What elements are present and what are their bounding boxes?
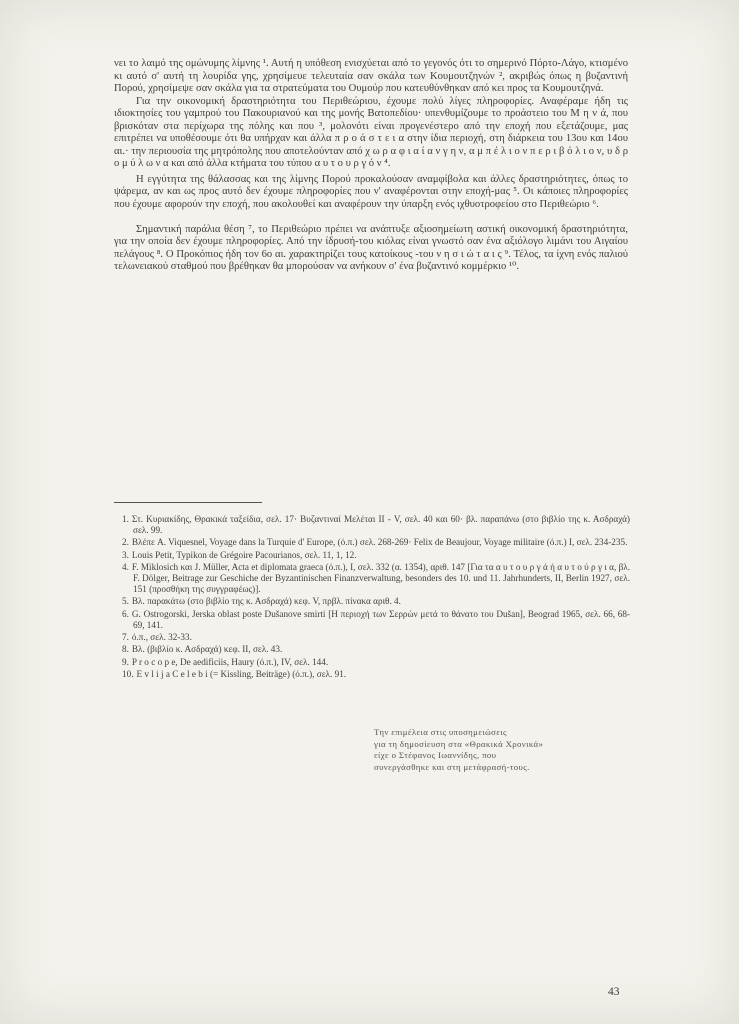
footnote-text: ό.π., σελ. 32-33. bbox=[131, 632, 192, 643]
editorial-note-line: συνεργάσθηκε και στη μετάφρασή-τους. bbox=[374, 761, 530, 772]
body-text-block bbox=[114, 58, 628, 274]
editorial-note-line: είχε ο Στέφανος Ιωαννίδης, που bbox=[374, 750, 497, 761]
footnote-text: G. Ostrogorski, Jerska oblast poste Dušanove smirti [Η περιοχή των Σερρών μετά το θάνατο του Dušan], Beograd 1965, σελ. 66, 68-69, 141. bbox=[131, 608, 630, 630]
body-paragraph: νει το λαιμό της ομώνυμης λίμνης ¹. Αυτή η υπόθεση ενισχύεται από το γεγονός ότι το σημερινό Πόρτο-Λάγο, κτισμένο κι αυτό σ' αυτή τη λουρίδα γης, χρησίμευε τελευταία σαν σκάλα των Κουμουτζηνών ², ακριβώς όπως η βυζαντινή Πορού, χρησίμεψε σαν σκάλα για τα στρατεύματα του Ουμούρ που κατευθύνθηκαν από κει προς τα Κουμουτζηνά. bbox=[114, 58, 628, 95]
footnote-number: 5. bbox=[122, 596, 129, 607]
footnote-number: 7. bbox=[122, 632, 129, 643]
footnote-text: Βλ. (βιβλίο κ. Ασδραχά) κεφ. ΙΙ, σελ. 43. bbox=[131, 644, 283, 655]
body-paragraph: Η εγγύτητα της θάλασσας και της λίμνης Πορού προκαλούσαν αναμφίβολα και άλλες δραστηριότητες, όπως το ψάρεμα, αν και ως προς αυτό δεν έχουμε πληροφορίες που ν' αναφέρονται στην εποχή-μας ⁵. Οι κάποιες πληροφορίες που έχουμε αφορούν την εποχή, που ακολουθεί και αναφέρουν την ύπαρξη ενός ιχθυοτροφείου στο Περιθεώριο ⁶. bbox=[114, 173, 628, 211]
footnote-text: P r o c o p e, De aedificiis, Haury (ό.π.), IV, σελ. 144. bbox=[131, 656, 329, 667]
footnote-item bbox=[114, 644, 630, 655]
footnote-separator bbox=[114, 502, 262, 503]
editorial-note bbox=[374, 727, 642, 773]
footnote-number: 8. bbox=[122, 644, 129, 655]
footnote-text: F. Miklosich και J. Müller, Acta et diplomata graeca (ό.π.), I, σελ. 332 (α. 1354), αριθ. 147 [Για τα α υ τ ο υ ρ γ ά ή α υ τ ο ύ ρ γ ι α, βλ. F. Dölger, Beitrage zur Geschiche der Byzantinischen Finanzverwaltung, besonders des 10. und 11. Jahrhunderts, II, Berlin 1927, σελ. 151 (προσθήκη της συγγραφέως)]. bbox=[131, 562, 630, 594]
footnote-item bbox=[114, 657, 630, 668]
footnote-number: 4. bbox=[122, 562, 129, 573]
footnote-number: 6. bbox=[122, 608, 129, 619]
footnote-number: 1. bbox=[122, 514, 129, 524]
page-number: 43 bbox=[608, 986, 620, 998]
footnotes-section bbox=[114, 502, 630, 682]
footnote-number: 9. bbox=[122, 656, 129, 667]
footnote-item bbox=[114, 596, 630, 607]
footnote-item bbox=[114, 537, 630, 548]
footnote-text: Βλέπε A. Viquesnel, Voyage dans la Turquie d' Europe, (ό.π.) σελ. 268-269· Felix de Beaujour, Voyage militaire (ό.π.) I, σελ. 234-235. bbox=[131, 537, 628, 548]
footnote-number: 3. bbox=[122, 549, 129, 560]
editorial-note-line: για τη δημοσίευση στα «Θρακικά Χρονικά» bbox=[374, 738, 544, 749]
body-paragraph: Σημαντική παράλια θέση ⁷, το Περιθεώριο πρέπει να ανάπτυξε αξιοσημείωτη αστική οικονομική δραστηριότητα, για την οποία δεν έχουμε πληροφορίες. Από την ίδρυσή-του κιόλας είναι γνωστό σαν ένα αξιόλογο λιμάνι του Αιγαίου πελάγους ⁸. Ο Προκόπιος ήδη τον 6ο αι. χαρακτηρίζει τους κατοίκους -του ν η σ ι ώ τ α ι ς ⁹. Τέλος, τα ίχνη ενός παλιού τελωνειακού σταθμού που βρέθηκαν θα μπορούσαν να ανήκουν σ' ένα βυζαντινό κομμέρκιο ¹⁰. bbox=[114, 223, 628, 273]
footnote-item bbox=[114, 609, 630, 631]
footnote-number: 2. bbox=[122, 537, 129, 548]
footnote-item bbox=[114, 669, 630, 680]
footnote-text: Βλ. παρακάτω (στο βιβλίο της κ. Ασδραχά) κεφ. V, πρβλ. πίνακα αριθ. 4. bbox=[131, 596, 401, 607]
footnote-item bbox=[114, 550, 630, 561]
footnote-text: Στ. Κυριακίδης, Θρακικά ταξείδια, σελ. 17· Βυζαντιναί Μελέται ΙΙ - V, σελ. 40 και 60· βλ. παραπάνω (στο βιβλίο της κ. Ασδραχά) σελ. 99. bbox=[131, 514, 630, 535]
footnote-number: 10. bbox=[122, 669, 134, 680]
footnote-text: E v l i j a C e l e b i (= Kissling, Beiträge) (ό.π.), σελ. 91. bbox=[136, 669, 347, 680]
body-paragraph: Για την οικονομική δραστηριότητα του Περιθεώριου, έχουμε πολύ λίγες πληροφορίες. Αναφέραμε ήδη τις ιδιοκτησίες του γαμπρού του Πακουριανού και της μονής Βατοπεδίου· υπενθυμίζουμε το προάστειο του Μ η ν ά, που βρισκόταν στα περίχωρα της πόλης και που ³, μολονότι είναι προγενέστερο από την εποχή που εξετάζουμε, μας επιτρέπει να υποθέσουμε ότι θα υπήρχαν και άλλα π ρ ο ά σ τ ε ι α στην ίδια περιοχή, στη διάρκεια του 13ου και 14ου αι.· την περιουσία της μητρόπολης που αποτελούνταν από χ ω ρ α φ ι α ί α ν γ η ν, α μ π έ λ ι ο ν π ε ρ ι β ό λ ι ο ν, υ δ ρ ο μ ύ λ ω ν α και από άλλα κτήματα του τύπου α υ τ ο υ ρ γ ό ν ⁴. bbox=[114, 95, 628, 170]
editorial-note-line: Την επιμέλεια στις υποσημειώσεις bbox=[374, 727, 507, 737]
footnote-item bbox=[114, 632, 630, 643]
footnote-item bbox=[114, 514, 630, 536]
footnote-item bbox=[114, 562, 630, 595]
footnote-text: Louis Petit, Typikon de Grégoire Pacourianos, σελ. 11, 1, 12. bbox=[131, 549, 357, 560]
